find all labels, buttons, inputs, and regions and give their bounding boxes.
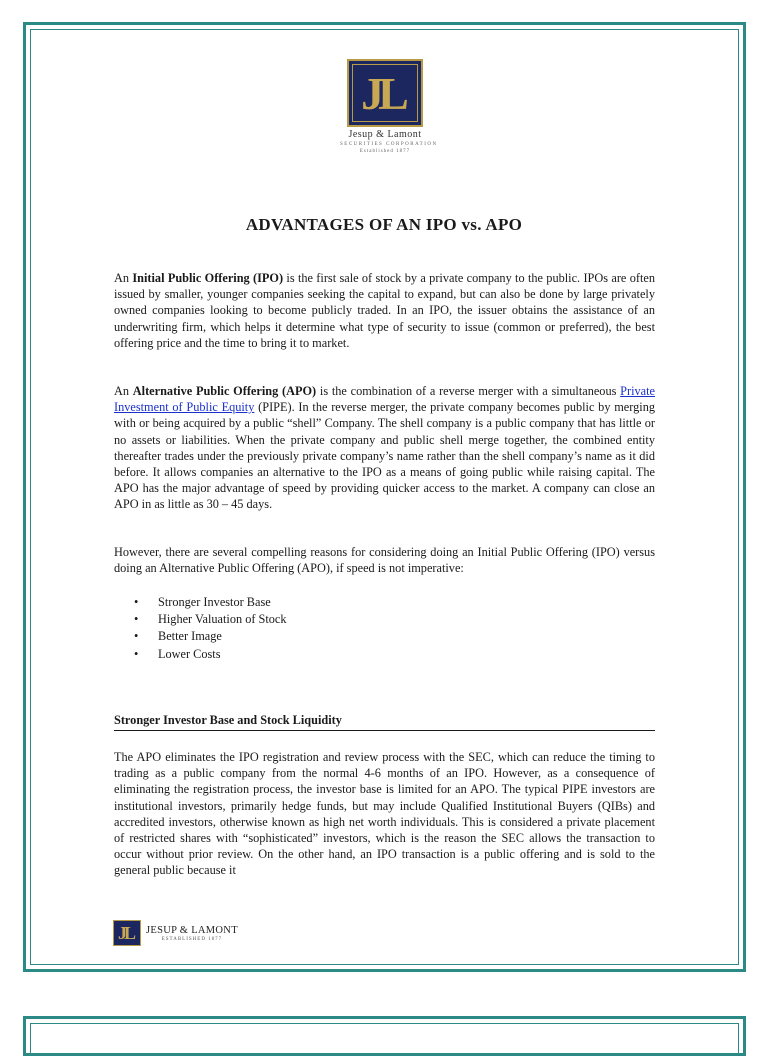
footer-logo-text (146, 925, 238, 942)
ipo-body: is the first sale of stock by a private company to the public. IPOs are often issued by smaller, younger companies seeking the capital to expand, but can also be done by large privately owned companies looking to become publicly traded. In an IPO, the issuer obtains the assistance of an underwriting firm, which helps it determine what type of security to issue (common or preferred), the best offering price and the time to bring it to market. (114, 271, 655, 350)
list-item: • Stronger Investor Base (134, 594, 287, 611)
reasons-list (134, 594, 287, 663)
footer-logo-monogram: JL (113, 920, 141, 946)
footer-logo-name: JESUP & LAMONT (146, 924, 238, 936)
ipo-term: Initial Public Offering (IPO) (132, 271, 284, 285)
section-heading: Stronger Investor Base and Stock Liquidity (114, 713, 655, 731)
ipo-lead: An (114, 271, 133, 285)
list-item: • Higher Valuation of Stock (134, 611, 287, 628)
apo-term: Alternative Public Offering (APO) (132, 384, 317, 398)
investor-base-paragraph (114, 749, 655, 879)
logo-monogram: JL (361, 68, 403, 119)
footer-logo (113, 920, 238, 946)
apo-before-link: is the combination of a reverse merger with a simultaneous (316, 384, 621, 398)
reasons-text: However, there are several compelling reasons for considering doing an Initial Public Offering (IPO) versus doing an Alternative Public Offering (APO), if speed is not imperative: (114, 545, 655, 576)
investor-base-text: The APO eliminates the IPO registration and review process with the SEC, which can reduce the timing to trading as a public company from the normal 4-6 months of an IPO. However, as a consequence of eliminating the registration process, the investor base is limited for an APO. The typical PIPE investors are institutional investors, primarily hedge funds, but may include Qualified Institutional Buyers (QIBs) and accredited investors, otherwise known as high net worth individuals. This is considered a private placement of restricted shares with “sophisticated” investors, which is the reason the SEC allows the transaction to occur without prior review. On the other hand, an IPO transaction is a public offering and is sold to the general public because it (114, 750, 655, 878)
footer-logo-established: ESTABLISHED 1877 (161, 936, 223, 942)
company-logo (340, 59, 438, 154)
logo-company-name: Jesup & Lamont (348, 129, 422, 140)
list-item: • Lower Costs (134, 646, 287, 663)
list-item: • Better Image (134, 628, 287, 645)
reasons-paragraph (114, 544, 655, 576)
apo-lead: An (114, 384, 133, 398)
document-title: ADVANTAGES OF AN IPO vs. APO (245, 215, 523, 234)
apo-paragraph (114, 383, 655, 513)
ipo-paragraph (114, 270, 655, 351)
logo-tagline: SECURITIES CORPORATION (340, 142, 438, 147)
pipe-link[interactable]: Private Investment of Public Equity (114, 384, 655, 415)
logo-monogram-badge (347, 59, 423, 127)
apo-after-link: (PIPE). In the reverse merger, the private company becomes public by merging with or being acquired by a public “shell” Company. The shell company is a public company that has little or no assets or liabilities. When the private company and public shell merge together, the combined entity thereafter trades under the previously private company’s name rather than the shell company’s name as it did before. It allows companies an alternative to the IPO as a means of going public while raising capital. The APO has the major advantage of speed by providing quicker access to the market. A company can close an APO in as little as 30 – 45 days. (114, 400, 655, 512)
next-page-border (23, 1016, 746, 1056)
logo-established: Established 1877 (359, 149, 411, 154)
